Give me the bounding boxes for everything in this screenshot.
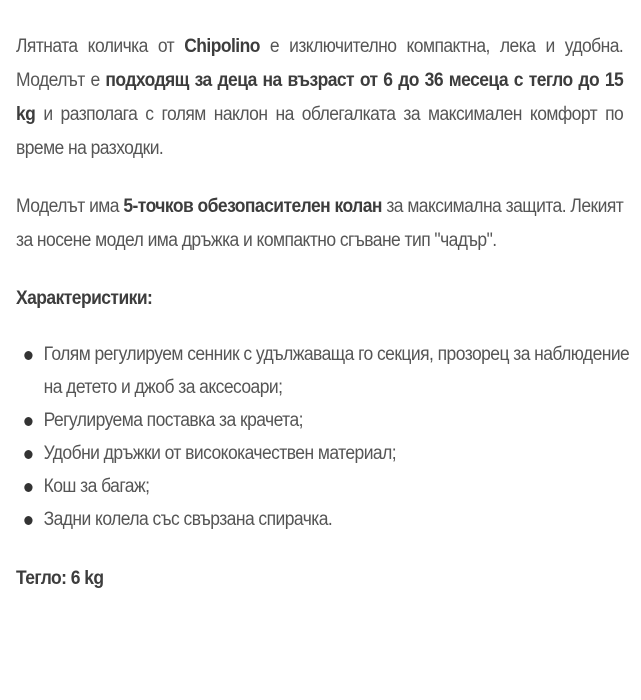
text: Моделът има (16, 196, 124, 217)
bullet-icon (24, 516, 32, 525)
list-item (16, 470, 632, 503)
harness-highlight: 5-точков обезопасителен колан (123, 196, 382, 217)
bullet-icon (24, 417, 32, 426)
bullet-icon (24, 450, 32, 459)
text: е изключително компактна, лека и удобна. Моделът е (16, 36, 624, 91)
list-item (16, 503, 632, 536)
list-item-text: Голям регулируем сенник с удължаваща го секция, прозорец за наблюдение на детето и джоб за аксесоари; (43, 344, 630, 398)
list-item (16, 338, 632, 404)
text: и разполага с голям наклон на облегалката за максимален комфорт по време на разходки. (16, 104, 624, 159)
brand-name: Chipolino (184, 36, 260, 57)
text: Лятната количка от (16, 36, 185, 57)
list-item-text: Задни колела със свързана спирачка. (43, 509, 333, 530)
intro-paragraph (16, 30, 623, 166)
product-weight: Тегло: 6 kg (16, 568, 104, 589)
text: за максимална защита. Лекият за носене модел има дръжка и компактно сгъване тип "чадър". (16, 196, 624, 251)
list-item-text: Кош за багаж; (43, 476, 150, 497)
bullet-icon (24, 351, 32, 360)
list-item (16, 404, 632, 437)
age-weight-highlight: подходящ за деца на възраст от 6 до 36 месеца с тегло до 15 kg (16, 70, 624, 125)
list-item-text: Удобни дръжки от висококачествен материал; (43, 443, 397, 464)
list-item (16, 437, 632, 470)
safety-paragraph (16, 190, 623, 258)
bullet-icon (24, 483, 32, 492)
list-item-text: Регулируема поставка за крачета; (43, 410, 303, 431)
features-list (16, 338, 630, 536)
features-heading: Характеристики: (16, 288, 153, 309)
